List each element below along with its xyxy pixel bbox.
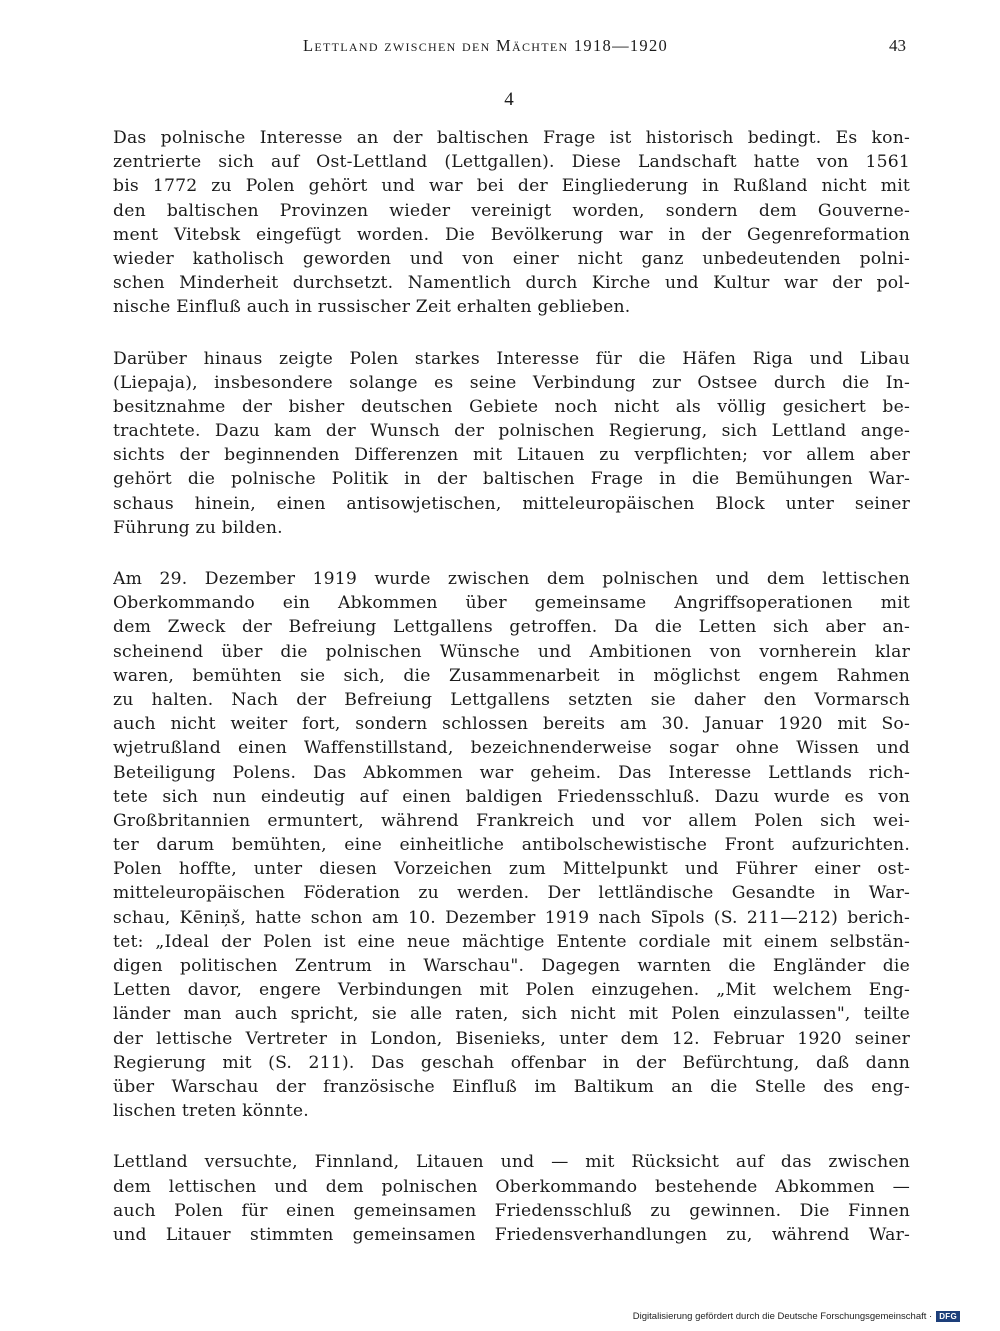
text-line: wjetrußland einen Waffenstillstand, bezeichnenderweise sogar ohne Wissen und bbox=[113, 738, 910, 759]
text-line: schaus hinein, einen antisowjetischen, mitteleuropäischen Block unter seiner bbox=[113, 493, 910, 514]
text-line: Lettland versuchte, Finnland, Litauen und — mit Rücksicht auf das zwischen bbox=[113, 1152, 910, 1173]
running-title: Lettland zwischen den Mächten 1918—1920 bbox=[303, 36, 669, 55]
text-line: trachtete. Dazu kam der Wunsch der polnischen Regierung, sich Lettland ange- bbox=[113, 421, 910, 442]
text-line: lischen treten könnte. bbox=[113, 1101, 309, 1122]
text-line: den baltischen Provinzen wieder vereinigt worden, sondern dem Gouverne- bbox=[113, 200, 910, 221]
text-line: schau, Kēniņš, hatte schon am 10. Dezember 1919 nach Sīpols (S. 211—212) berich- bbox=[113, 907, 910, 928]
text-line: auch nicht weiter fort, sondern schlossen bereits am 30. Januar 1920 mit So- bbox=[113, 714, 910, 735]
text-line: der lettische Vertreter in London, Bisenieks, unter dem 12. Februar 1920 seiner bbox=[113, 1028, 910, 1049]
paragraph bbox=[113, 347, 910, 541]
text-line: und Litauer stimmten gemeinsamen Friedensverhandlungen zu, während War- bbox=[113, 1224, 910, 1245]
paragraph bbox=[113, 126, 910, 320]
text-line: waren, bemühten sie sich, die Zusammenarbeit in möglichst engem Rahmen bbox=[113, 665, 910, 686]
text-line: Darüber hinaus zeigte Polen starkes Interesse für die Häfen Riga und Libau bbox=[113, 348, 910, 369]
text-line: zu halten. Nach der Befreiung Lettgallens setzten sie daher den Vormarsch bbox=[113, 689, 910, 710]
body-text bbox=[113, 126, 910, 1274]
text-line: über Warschau der französische Einfluß im Baltikum an die Stelle des eng- bbox=[113, 1076, 910, 1097]
running-header bbox=[113, 36, 910, 62]
text-line: wieder katholisch geworden und von einer nicht ganz unbedeutenden polni- bbox=[113, 248, 910, 269]
text-line: Regierung mit (S. 211). Das geschah offenbar in der Befürchtung, daß dann bbox=[113, 1052, 910, 1073]
text-line: mitteleuropäischen Föderation zu werden. Der lettländische Gesandte in War- bbox=[113, 883, 910, 904]
text-line: Polen hoffte, unter diesen Vorzeichen zum Mittelpunkt und Führer einer ost- bbox=[113, 859, 910, 880]
text-line: sichts der beginnenden Differenzen mit Litauen zu verpflichten; vor allem aber bbox=[113, 445, 910, 466]
text-line: Letten davor, engere Verbindungen mit Polen einzugehen. „Mit welchem Eng- bbox=[113, 980, 910, 1001]
text-line: digen politischen Zentrum in Warschau". Dagegen warnten die Engländer die bbox=[113, 956, 910, 976]
footer-text: Digitalisierung gefördert durch die Deutsche Forschungsgemeinschaft · bbox=[632, 1310, 933, 1322]
text-line: ter darum bemühten, eine einheitliche antibolschewistische Front aufzurichten. bbox=[113, 835, 910, 856]
section-number: 4 bbox=[504, 89, 514, 110]
text-line: gehört die polnische Politik in der baltischen Frage in die Bemühungen War- bbox=[113, 469, 910, 490]
text-line: Das polnische Interesse an der baltischen Frage ist historisch bedingt. Es kon- bbox=[113, 128, 910, 148]
text-line: länder man auch spricht, sie alle raten, sich nicht mit Polen einzulassen", teilte bbox=[113, 1004, 910, 1025]
text-line: Am 29. Dezember 1919 wurde zwischen dem polnischen und dem lettischen bbox=[113, 569, 910, 589]
text-line: dem Zweck der Befreiung Lettgallens getroffen. Da die Letten sich aber an- bbox=[113, 617, 910, 638]
text-line: besitznahme der bisher deutschen Gebiete noch nicht als völlig gesichert be- bbox=[113, 396, 910, 417]
text-line: tet: „Ideal der Polen ist eine neue mächtige Entente cordiale mit einem selbstän- bbox=[113, 931, 910, 952]
text-line: tete sich nun eindeutig auf einen baldigen Friedensschluß. Dazu wurde es von bbox=[113, 786, 910, 807]
text-line: Beteiligung Polens. Das Abkommen war geheim. Das Interesse Lettlands rich- bbox=[113, 762, 910, 783]
text-line: (Liepaja), insbesondere solange es seine Verbindung zur Ostsee durch die In- bbox=[113, 372, 910, 393]
paragraph bbox=[113, 1150, 910, 1247]
paragraph bbox=[113, 567, 910, 1123]
footer-credit bbox=[633, 1309, 960, 1323]
text-line: bis 1772 zu Polen gehört und war bei der Eingliederung in Rußland nicht mit bbox=[113, 176, 910, 197]
text-line: Großbritannien ermuntert, während Frankreich und vor allem Polen sich wei- bbox=[113, 810, 910, 831]
text-line: auch Polen für einen gemeinsamen Friedensschluß zu gewinnen. Die Finnen bbox=[113, 1200, 910, 1221]
dfg-logo: DFG bbox=[936, 1311, 960, 1322]
text-line: zentrierte sich auf Ost-Lettland (Lettgallen). Diese Landschaft hatte von 1561 bbox=[113, 152, 910, 173]
text-line: Oberkommando ein Abkommen über gemeinsame Angriffsoperationen mit bbox=[113, 593, 910, 614]
text-line: nische Einfluß auch in russischer Zeit erhalten geblieben. bbox=[113, 297, 631, 318]
page-number: 43 bbox=[889, 36, 906, 55]
text-line: Führung zu bilden. bbox=[113, 517, 283, 538]
text-line: dem lettischen und dem polnischen Oberkommando bestehende Abkommen — bbox=[113, 1176, 910, 1197]
text-line: scheinend über die polnischen Wünsche und Ambitionen von vornherein klar bbox=[113, 641, 910, 662]
text-line: ment Vitebsk eingefügt worden. Die Bevölkerung war in der Gegenreformation bbox=[113, 224, 910, 245]
text-line: schen Minderheit durchsetzt. Namentlich durch Kirche und Kultur war der pol- bbox=[113, 273, 910, 294]
